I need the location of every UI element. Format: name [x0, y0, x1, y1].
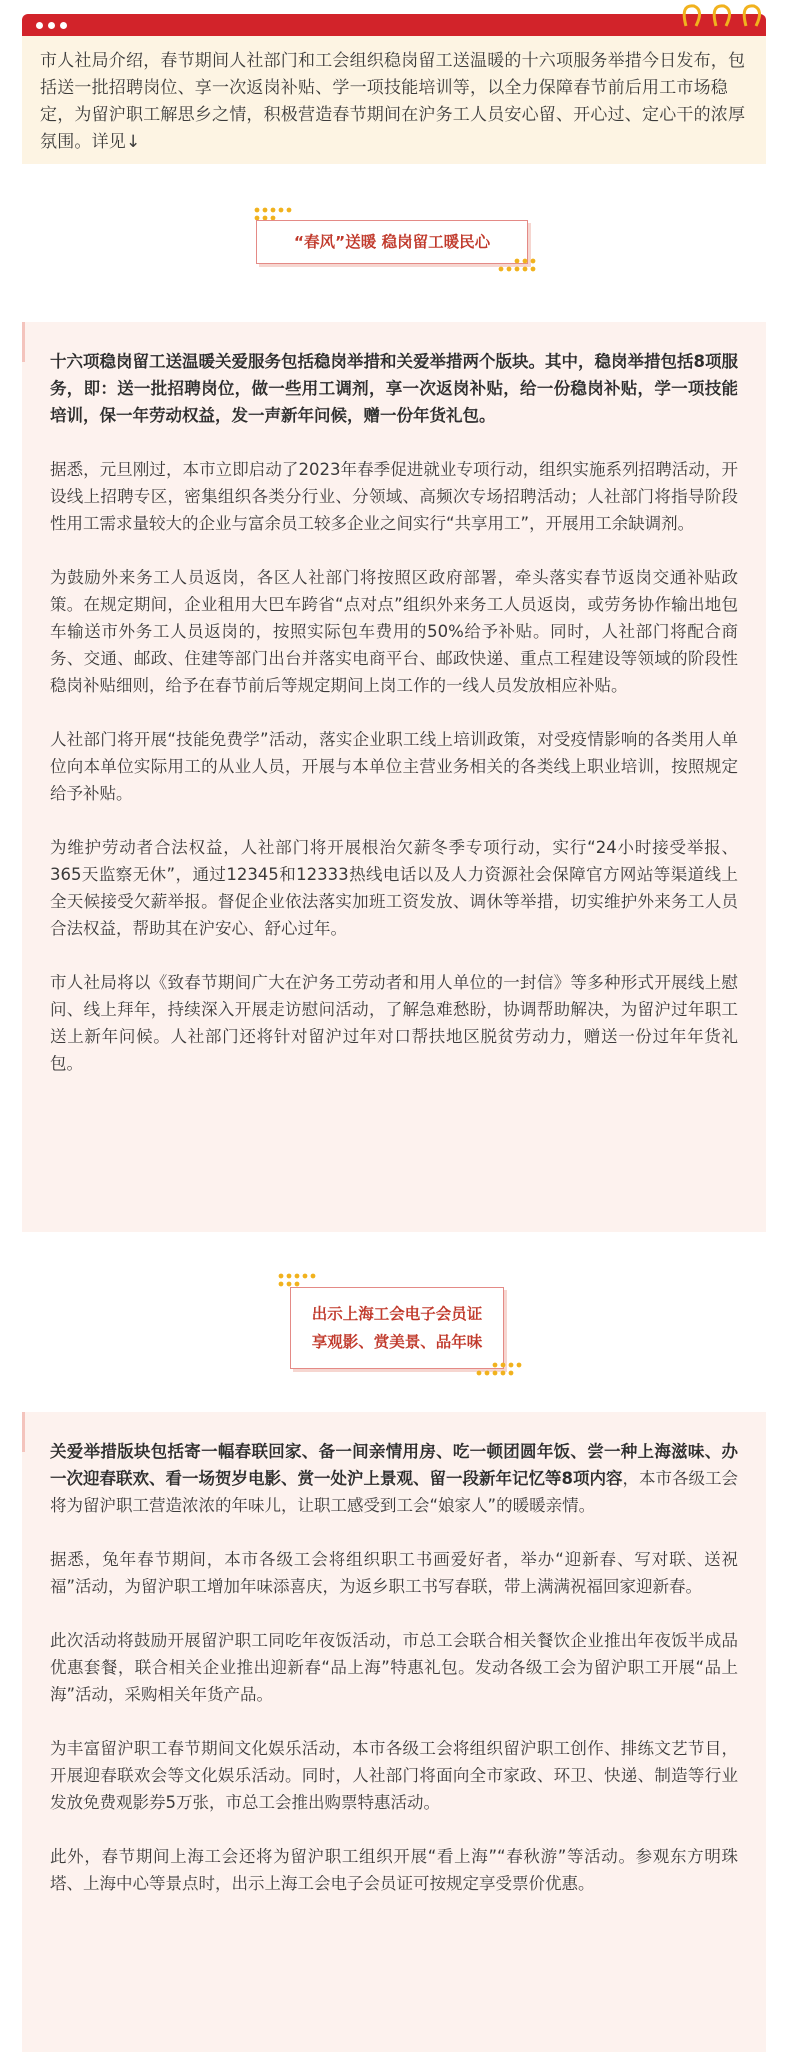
- section-lead-paragraph: 十六项稳岗留工送温暖关爱服务包括稳岗举措和关爱举措两个版块。其中，稳岗举措包括8项服务，即：送一批招聘岗位，做一些用工调剂，享一次返岗补贴，给一份稳岗补贴，学一项技能培训，保一年劳动权益，发一声新年问候，赠一份年货礼包。: [50, 352, 738, 425]
- section-heading-line: 享观影、赏美景、品年味: [311, 1333, 483, 1351]
- paragraph: 此外，春节期间上海工会还将为留沪职工组织开展“看上海”“春秋游”等活动。参观东方明珠塔、上海中心等景点时，出示上海工会电子会员证可按规定享受票价优惠。: [50, 1847, 738, 1893]
- header-dot-icon: [48, 22, 55, 29]
- section-heading-badge: [256, 220, 528, 264]
- paragraph: 为丰富留沪职工春节期间文化娱乐活动，本市各级工会将组织留沪职工创作、排练文艺节目，开展迎春联欢会等文化娱乐活动。同时，人社部门将面向全市家政、环卫、快递、制造等行业发放免费观影券5万张，市总工会推出购票特惠活动。: [50, 1739, 738, 1812]
- intro-text: 市人社局介绍，春节期间人社部门和工会组织稳岗留工送温暖的十六项服务举措今日发布，包括送一批招聘岗位、享一次返岗补贴、学一项技能培训等，以全力保障春节前后用工市场稳定，为留沪职工解思乡之情，积极营造春节期间在沪务工人员安心留、开心过、定心干的浓厚氛围。详见↓: [40, 51, 746, 152]
- dots-decoration-icon: [496, 258, 540, 274]
- section-lead-paragraph: [50, 1438, 738, 1519]
- lead-rest-text: ，本市各级工会将为留沪职工营造浓浓的年味儿，让职工感受到工会“娘家人”的暖暖亲情。: [50, 1469, 739, 1515]
- section-heading: “春风”送暖 稳岗留工暖民心: [293, 233, 491, 251]
- paragraph: 为鼓励外来务工人员返岗，各区人社部门将按照区政府部署，牵头落实春节返岗交通补贴政策。在规定期间，企业租用大巴车跨省“点对点”组织外来务工人员返岗，或劳务协作输出地包车输送市外务工人员返岗的，按照实际包车费用的50%给予补贴。同时，人社部门将配合商务、交通、邮政、住建等部门出台并落实电商平台、邮政快递、重点工程建设等领域的阶段性稳岗补贴细则，给予在春节前后等规定期间上岗工作的一线人员发放相应补贴。: [50, 568, 738, 695]
- paragraph: 市人社局将以《致春节期间广大在沪务工劳动者和用人单位的一封信》等多种形式开展线上慰问、线上拜年，持续深入开展走访慰问活动，了解急难愁盼，协调帮助解决，为留沪过年职工送上新年问候。人社部门还将针对留沪过年对口帮扶地区脱贫劳动力，赠送一份过年年货礼包。: [50, 973, 738, 1073]
- dots-decoration-icon: [474, 1362, 522, 1378]
- header-dot-icon: [36, 22, 43, 29]
- decorative-rings-icon: [672, 0, 768, 34]
- section-stable-employment: [22, 322, 766, 1232]
- paragraph: 据悉，兔年春节期间，本市各级工会将组织职工书画爱好者，举办“迎新春、写对联、送祝福”活动，为留沪职工增加年味添喜庆，为返乡职工书写春联，带上满满祝福回家迎新春。: [50, 1550, 738, 1596]
- paragraph: 人社部门将开展“技能免费学”活动，落实企业职工线上培训政策，对受疫情影响的各类用人单位向本单位实际用工的从业人员，开展与本单位主营业务相关的各类线上职业培训，按照规定给予补贴。: [50, 730, 738, 803]
- section-heading-line: 出示上海工会电子会员证: [311, 1305, 483, 1323]
- dots-decoration-icon: [254, 207, 298, 221]
- paragraph: 据悉，元旦刚过，本市立即启动了2023年春季促进就业专项行动，组织实施系列招聘活动，开设线上招聘专区，密集组织各类分行业、分领域、高频次专场招聘活动；人社部门将指导阶段性用工需求量较大的企业与富余员工较多企业之间实行“共享用工”，开展用工余缺调剂。: [50, 460, 738, 533]
- section-heading-badge: [290, 1287, 504, 1369]
- header-dot-icon: [60, 22, 67, 29]
- intro-box: [22, 36, 766, 164]
- section-care-measures: [22, 1412, 766, 2052]
- lead-bold-text: 关爱举措版块包括寄一幅春联回家、备一间亲情用房、吃一顿团圆年饭、尝一种上海滋味、办一次迎春联欢、看一场贺岁电影、赏一处沪上景观、留一段新年记忆等8项内容: [50, 1442, 738, 1488]
- header-bar: [22, 14, 766, 36]
- paragraph: 为维护劳动者合法权益，人社部门将开展根治欠薪冬季专项行动，实行“24小时接受举报、365天监察无休”，通过12345和12333热线电话以及人力资源社会保障官方网站等渠道线上全天候接受欠薪举报。督促企业依法落实加班工资发放、调休等举措，切实维护外来务工人员合法权益，帮助其在沪安心、舒心过年。: [50, 838, 738, 938]
- paragraph: 此次活动将鼓励开展留沪职工同吃年夜饭活动，市总工会联合相关餐饮企业推出年夜饭半成品优惠套餐，联合相关企业推出迎新春“品上海”特惠礼包。发动各级工会为留沪职工开展“品上海”活动，采购相关年货产品。: [50, 1631, 738, 1704]
